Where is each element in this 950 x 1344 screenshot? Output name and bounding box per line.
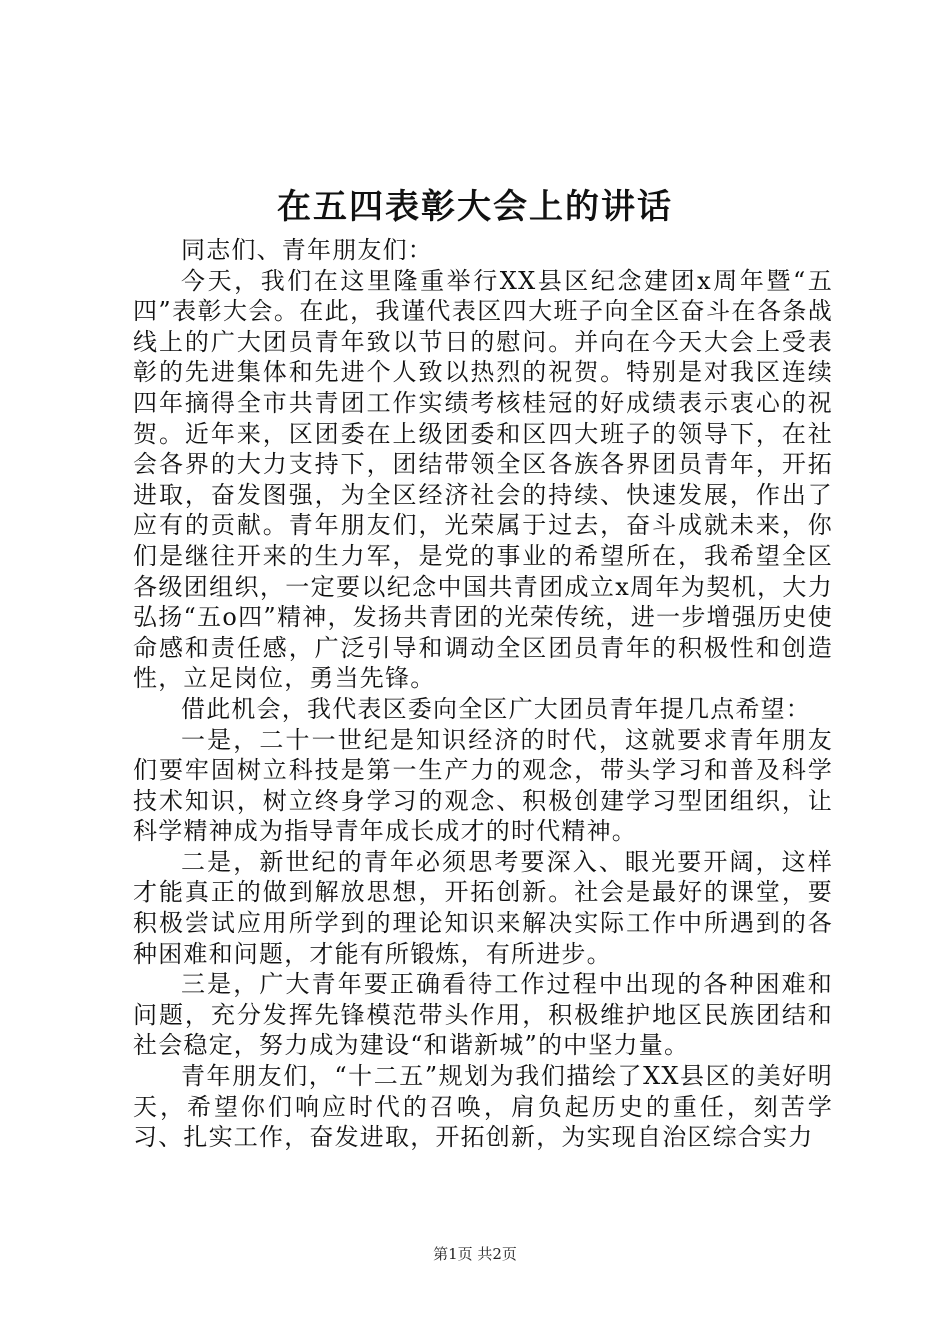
paragraph-salutation: 同志们、青年朋友们： (181, 236, 433, 264)
page-number-footer: 第1页 共2页 (433, 1245, 517, 1263)
paragraph-opening: 今天，我们在这里隆重举行XX县区纪念建团x周年暨“五四”表彰大会。在此，我谨代表区四大班子向全区奋斗在各条战线上的广大团员青年致以节日的慰问。并向在今天大会上受表彰的先进集体和先进个人致以热烈的祝贺。特别是对我区连续四年摘得全市共青团工作实绩考核桂冠的好成绩表示衷心的祝贺。近年来，区团委在上级团委和区四大班子的领导下，在社会各界的大力支持下，团结带领全区各族各界团员青年，开拓进取，奋发图强，为全区经济社会的持续、快速发展，作出了应有的贡献。青年朋友们，光荣属于过去，奋斗成就未来，你们是继往开来的生力军，是党的事业的希望所在，我希望全区各级团组织，一定要以纪念中国共青团成立x周年为契机，大力弘扬“五o四”精神，发扬共青团的光荣传统，进一步增强历史使命感和责任感，广泛引导和调动全区团员青年的积极性和创造性，立足岗位，勇当先锋。 (133, 266, 833, 693)
paragraph-hopes-intro: 借此机会，我代表区委向全区广大团员青年提几点希望： (181, 694, 811, 723)
paragraph-point-three: 三是，广大青年要正确看待工作过程中出现的各种困难和问题，充分发挥先锋模范带头作用，积极维护地区民族团结和社会稳定，努力成为建设“和谐新城”的中坚力量。 (133, 970, 833, 1060)
paragraph-closing: 青年朋友们，“十二五”规划为我们描绘了XX县区的美好明天，希望你们响应时代的召唤，肩负起历史的重任，刻苦学习、扎实工作，奋发进取，开拓创新，为实现自治区综合实力 (133, 1062, 833, 1152)
document-title: 在五四表彰大会上的讲话 (277, 187, 673, 227)
paragraph-point-two: 二是，新世纪的青年必须思考要深入、眼光要开阔，这样才能真正的做到解放思想，开拓创新。社会是最好的课堂，要积极尝试应用所学到的理论知识来解决实际工作中所遇到的各种困难和问题，才能有所锻炼，有所进步。 (133, 847, 833, 968)
document-body (133, 235, 833, 1153)
paragraph-point-one: 一是，二十一世纪是知识经济的时代，这就要求青年朋友们要牢固树立科技是第一生产力的观念，带头学习和普及科学技术知识，树立终身学习的观念、积极创建学习型团组织，让科学精神成为指导青年成长成才的时代精神。 (133, 725, 833, 846)
